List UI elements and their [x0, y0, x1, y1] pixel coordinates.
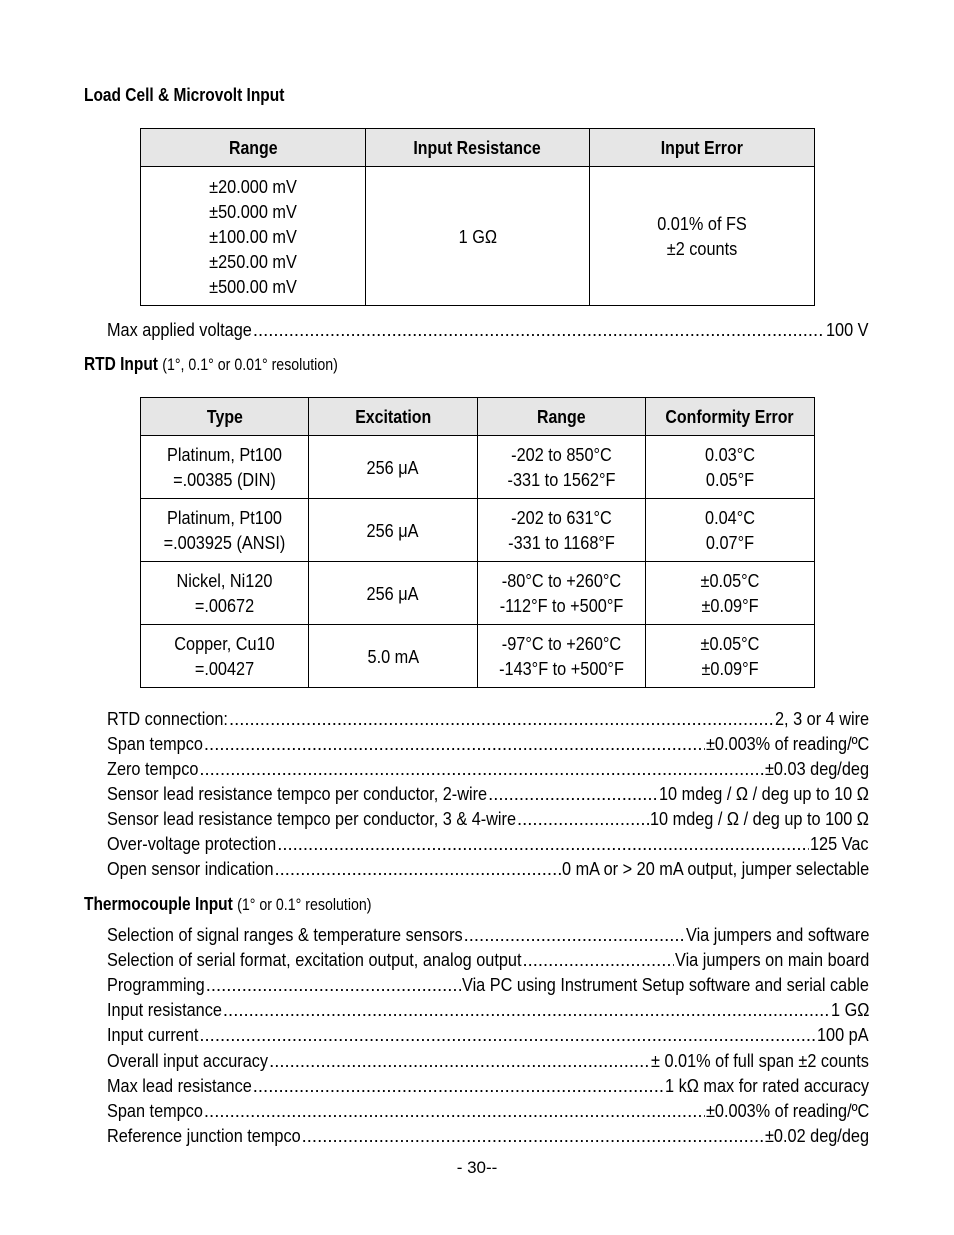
- spec-line: [107, 783, 869, 808]
- page-number: - 30--: [456, 1158, 498, 1177]
- spec-line: [107, 833, 869, 858]
- rtd-error: ±0.05°C ±0.09°F: [646, 625, 815, 688]
- range-value: ±250.00 mV: [209, 250, 297, 272]
- header-input-error: Input Error: [590, 129, 815, 167]
- spec-label: Selection of serial format, excitation output, analog output: [107, 949, 522, 971]
- spec-value: Via PC using Instrument Setup software and serial cable: [462, 974, 870, 996]
- rtd-table: [140, 397, 815, 688]
- rtd-range: -202 to 631°C -331 to 1168°F: [478, 499, 646, 562]
- rtd-type: Copper, Cu10 =.00427: [141, 625, 309, 688]
- leader-dots: [204, 1100, 705, 1122]
- spec-label: Programming: [107, 974, 205, 996]
- spec-value: Via jumpers on main board: [674, 949, 870, 971]
- spec-line: [107, 1075, 869, 1100]
- leader-dots: [253, 319, 826, 341]
- spec-value: 1 GΩ: [830, 999, 870, 1021]
- spec-label: Over-voltage protection: [107, 833, 277, 854]
- spec-label: Max applied voltage: [107, 319, 252, 340]
- leader-dots: [223, 999, 830, 1021]
- rtd-range: -80°C to +260°C -112°F to +500°F: [478, 562, 646, 625]
- error-line: ±2 counts: [666, 238, 738, 259]
- load-cell-error: [590, 167, 815, 306]
- spec-label: Max lead resistance: [107, 1074, 252, 1096]
- header-input-resistance: Input Resistance: [366, 129, 590, 167]
- spec-value: 1 kΩ max for rated accuracy: [665, 1074, 870, 1096]
- leader-dots: [275, 858, 561, 880]
- thermocouple-heading: [84, 894, 371, 915]
- leader-dots: [302, 1125, 764, 1147]
- rtd-heading: [84, 354, 338, 375]
- spec-value: ±0.003% of reading/ºC: [705, 1099, 870, 1121]
- header-excitation: Excitation: [309, 398, 478, 436]
- load-cell-header-row: [141, 129, 815, 167]
- leader-dots: [204, 733, 705, 755]
- leader-dots: [229, 708, 774, 730]
- spec-label: Span tempco: [107, 733, 203, 754]
- spec-label: Overall input accuracy: [107, 1049, 269, 1071]
- leader-dots: [522, 949, 673, 971]
- rtd-excitation: 5.0 mA: [309, 625, 478, 688]
- load-cell-ranges: [141, 167, 366, 306]
- rtd-excitation: 256 μA: [309, 436, 478, 499]
- spec-value: Via jumpers and software: [685, 924, 870, 945]
- spec-value: 10 mdeg / Ω / deg up to 100 Ω: [650, 808, 870, 829]
- spec-label: RTD connection:: [107, 708, 228, 729]
- spec-line: [107, 733, 869, 758]
- load-cell-table: [140, 128, 815, 306]
- rtd-row-ni120: [141, 562, 815, 625]
- spec-label: Sensor lead resistance tempco per conductor, 2-wire: [107, 783, 488, 804]
- rtd-error: 0.03°C 0.05°F: [646, 436, 815, 499]
- spec-line: [107, 924, 869, 949]
- thermocouple-subheading: (1° or 0.1° resolution): [237, 896, 372, 914]
- rtd-range: -202 to 850°C -331 to 1562°F: [478, 436, 646, 499]
- leader-dots: [277, 833, 809, 855]
- spec-line: [107, 808, 869, 833]
- header-conformity-error: Conformity Error: [646, 398, 815, 436]
- spec-value: 100 pA: [817, 1024, 870, 1046]
- spec-label: Span tempco: [107, 1099, 203, 1121]
- thermocouple-heading-text: Thermocouple Input: [84, 894, 233, 914]
- spec-value: ±0.02 deg/deg: [765, 1124, 870, 1146]
- spec-label: Input current: [107, 1024, 199, 1046]
- rtd-range: -97°C to +260°C -143°F to +500°F: [478, 625, 646, 688]
- rtd-type: Platinum, Pt100 =.003925 (ANSI): [141, 499, 309, 562]
- spec-label: Open sensor indication: [107, 858, 274, 879]
- spec-line: [107, 1100, 869, 1125]
- load-cell-heading-text: Load Cell & Microvolt Input: [84, 85, 285, 105]
- spec-value: ±0.03 deg/deg: [765, 758, 870, 779]
- load-cell-resistance: 1 GΩ: [366, 167, 590, 306]
- spec-label: Reference junction tempco: [107, 1124, 301, 1146]
- leader-dots: [517, 808, 649, 830]
- spec-line: [107, 758, 869, 783]
- rtd-subheading: (1°, 0.1° or 0.01° resolution): [162, 356, 338, 374]
- rtd-row-pt100-ansi: [141, 499, 815, 562]
- leader-dots: [488, 783, 658, 805]
- leader-dots: [253, 1075, 664, 1097]
- rtd-error: ±0.05°C ±0.09°F: [646, 562, 815, 625]
- rtd-type: Platinum, Pt100 =.00385 (DIN): [141, 436, 309, 499]
- spec-value: 100 V: [826, 319, 870, 340]
- rtd-type: Nickel, Ni120 =.00672: [141, 562, 309, 625]
- spec-value: 0 mA or > 20 mA output, jumper selectable: [561, 858, 870, 879]
- spec-line-max-applied-voltage: [107, 319, 869, 344]
- spec-line: [107, 1050, 869, 1075]
- leader-dots: [464, 924, 685, 946]
- leader-dots: [269, 1050, 650, 1072]
- header-range: Range: [141, 129, 366, 167]
- spec-line: [107, 999, 869, 1024]
- rtd-row-cu10: [141, 625, 815, 688]
- leader-dots: [199, 1024, 816, 1046]
- range-value: ±100.00 mV: [209, 225, 297, 247]
- spec-line: [107, 974, 869, 999]
- spec-label: Input resistance: [107, 999, 222, 1021]
- spec-value: 10 mdeg / Ω / deg up to 10 Ω: [659, 783, 870, 804]
- error-line: 0.01% of FS: [657, 213, 747, 234]
- spec-label: Zero tempco: [107, 758, 199, 779]
- range-value: ±500.00 mV: [209, 275, 297, 297]
- range-value: ±50.000 mV: [209, 200, 297, 222]
- spec-line: [107, 949, 869, 974]
- spec-value: 125 Vac: [810, 833, 870, 854]
- rtd-excitation: 256 μA: [309, 562, 478, 625]
- spec-line: [107, 1125, 869, 1150]
- header-range: Range: [478, 398, 646, 436]
- rtd-row-pt100-din: [141, 436, 815, 499]
- leader-dots: [199, 758, 764, 780]
- leader-dots: [206, 974, 461, 996]
- spec-value: 2, 3 or 4 wire: [774, 708, 870, 729]
- spec-line: [107, 858, 869, 883]
- header-type: Type: [141, 398, 309, 436]
- spec-label: Sensor lead resistance tempco per conductor, 3 & 4-wire: [107, 808, 517, 829]
- spec-line: [107, 1024, 869, 1049]
- load-cell-heading: [84, 85, 284, 106]
- spec-label: Selection of signal ranges & temperature sensors: [107, 924, 463, 945]
- rtd-heading-text: RTD Input: [84, 354, 158, 374]
- rtd-header-row: [141, 398, 815, 436]
- spec-value: ±0.003% of reading/ºC: [705, 733, 870, 754]
- load-cell-data-row: [141, 167, 815, 306]
- rtd-error: 0.04°C 0.07°F: [646, 499, 815, 562]
- spec-line: [107, 708, 869, 733]
- rtd-excitation: 256 μA: [309, 499, 478, 562]
- range-value: ±20.000 mV: [209, 175, 297, 197]
- spec-value: ± 0.01% of full span ±2 counts: [651, 1049, 870, 1071]
